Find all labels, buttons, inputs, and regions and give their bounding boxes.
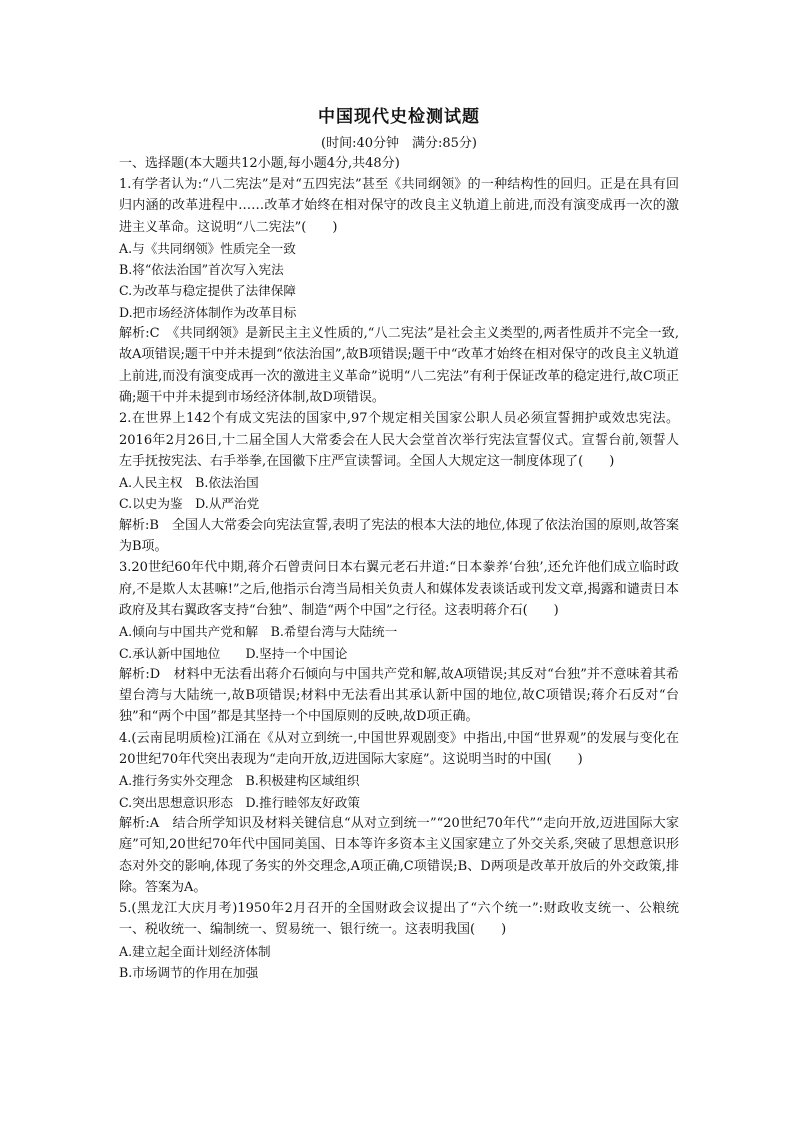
exam-time-score: (时间:40分钟 满分:85分) bbox=[321, 136, 477, 151]
question-2-analysis: 解析:B 全国人大常委会向宪法宣誓,表明了宪法的根本大法的地位,体现了依法治国的原则,故答案为B项。 bbox=[119, 517, 679, 555]
question-5-option-b: B.市场调节的作用在加强 bbox=[119, 964, 259, 980]
question-3-options-cd: C.承认新中国地位 D.坚持一个中国论 bbox=[119, 645, 348, 661]
question-3-stem: 3.20世纪60年代中期,蒋介石曾责问日本右翼元老石井道:“日本豢养‘台独’,还允许他们成立临时政府,不是欺人太甚嘛!”之后,他指示台湾当局相关负责人和媒体发表谈话或刊发文章,揭露和谴责日本政府及其右翼政客支持“台独”、制造“两个中国”之行径。这表明蒋介石( ) bbox=[119, 560, 679, 618]
question-4-analysis: 解析:A 结合所学知识及材料关键信息“从对立到统一”“20世纪70年代”“走向开放,迈进国际大家庭”可知,20世纪70年代中国同美国、日本等许多资本主义国家建立了外交关系,突破了思想意识形态对外交的影响,体现了务实的外交理念,A项正确,C项错误;B、D两项是改革开放后的外交政策,排除。答案为A。 bbox=[119, 815, 679, 895]
question-1-option-a: A.与《共同纲领》性质完全一致 bbox=[119, 240, 296, 256]
question-3-analysis: 解析:D 材料中无法看出蒋介石倾向与中国共产党和解,故A项错误;其反对“台独”并不意味着其希望台湾与大陆统一,故B项错误;材料中无法看出其承认新中国的地位,故C项错误;蒋介石反对“台独”和“两个中国”都是其坚持一个中国原则的反映,故D项正确。 bbox=[119, 666, 679, 725]
question-1-option-c: C.为改革与稳定提供了法律保障 bbox=[119, 283, 296, 299]
question-4-stem: 4.(云南昆明质检)江涌在《从对立到统一,中国世界观剧变》中指出,中国“世界观”的发展与变化在20世纪70年代突出表现为“走向开放,迈进国际大家庭”。这说明当时的中国( ) bbox=[119, 730, 679, 768]
question-2-options-ab: A.人民主权 B.依法治国 bbox=[119, 475, 259, 491]
question-5-option-a: A.建立起全面计划经济体制 bbox=[119, 943, 271, 959]
question-5-stem: 5.(黑龙江大庆月考)1950年2月召开的全国财政会议提出了“六个统一”:财政收支统一、公粮统一、税收统一、编制统一、贸易统一、银行统一。这表明我国( ) bbox=[119, 901, 679, 938]
question-3-options-ab: A.倾向与中国共产党和解 B.希望台湾与大陆统一 bbox=[119, 624, 398, 640]
question-2-options-cd: C.以史为鉴 D.从严治党 bbox=[119, 496, 260, 512]
question-1-option-d: D.把市场经济体制作为改革目标 bbox=[119, 304, 297, 320]
question-2-stem: 2.在世界上142个有成文宪法的国家中,97个规定相关国家公职人员必须宣誓拥护或效忠宪法。2016年2月26日,十二届全国人大常委会在人民大会堂首次举行宪法宣誓仪式。宣誓台前,领誓人左手抚按宪法、右手举拳,在国徽下庄严宣读誓词。全国人大规定这一制度体现了( ) bbox=[119, 411, 679, 469]
section-heading: 一、选择题(本大题共12小题,每小题4分,共48分) bbox=[119, 156, 400, 171]
question-1-option-b: B.将“依法治国”首次写入宪法 bbox=[119, 262, 284, 278]
question-4-options-ab: A.推行务实外交理念 B.积极建构区域组织 bbox=[119, 773, 360, 789]
page-title: 中国现代史检测试题 bbox=[318, 107, 480, 127]
question-4-options-cd: C.突出思想意识形态 D.推行睦邻友好政策 bbox=[119, 794, 360, 810]
question-1-analysis: 解析:C 《共同纲领》是新民主主义性质的,“八二宪法”是社会主义类型的,两者性质并不完全一致,故A项错误;题干中并未提到“依法治国”,故B项错误;题干中“改革才始终在相对保守的改良主义轨道上前进,而没有演变成再一次的激进主义革命”说明“八二宪法”有利于保证改革的稳定进行,故C项正确;题干中并未提到市场经济体制,故D项错误。 bbox=[119, 326, 679, 405]
exam-page bbox=[119, 104, 679, 983]
question-1-stem: 1.有学者认为:“八二宪法”是对“五四宪法”甚至《共同纲领》的一种结构性的回归。正是在具有回归内涵的改革进程中……改革才始终在相对保守的改良主义轨道上前进,而没有演变成再一次的激进主义革命。这说明“八二宪法”( ) bbox=[119, 177, 679, 235]
